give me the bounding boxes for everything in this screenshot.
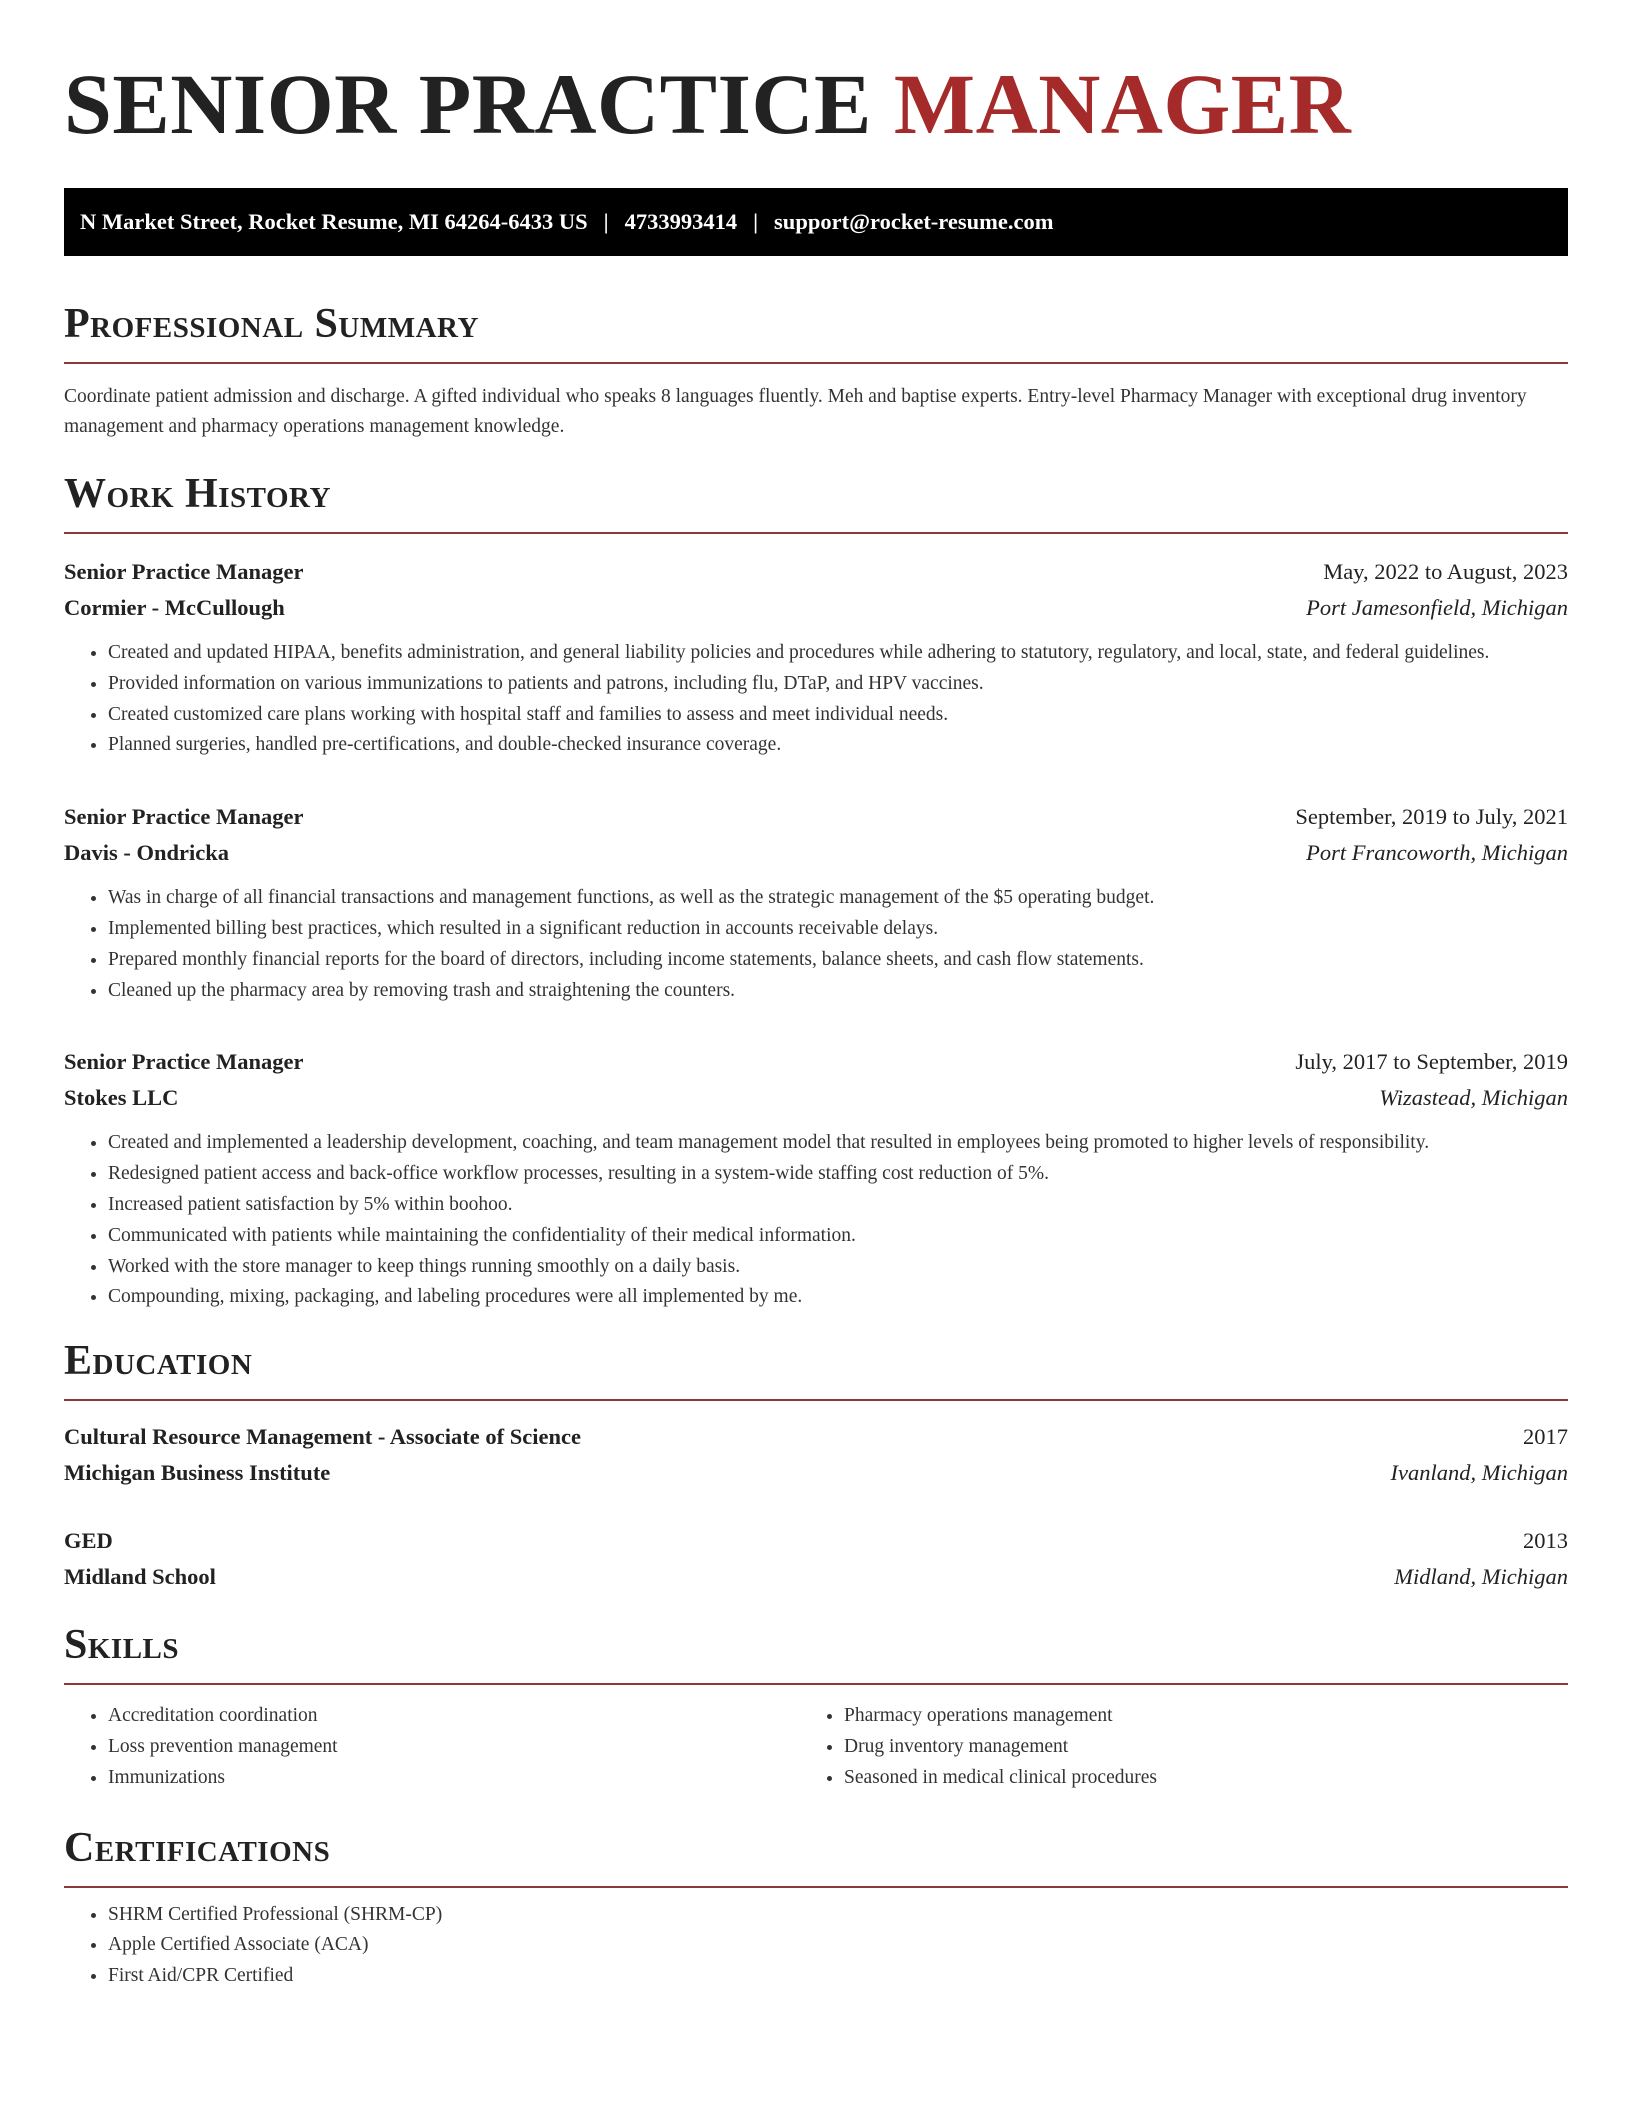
job-company: Davis - Ondricka <box>64 840 230 866</box>
job-company: Cormier - McCullough <box>64 595 285 620</box>
job-location: Port Jamesonfield, Michigan <box>1306 595 1568 620</box>
skills-list-right <box>816 1701 1568 1793</box>
education-year: 2017 <box>1523 1424 1568 1450</box>
certification-item: • First Aid/CPR Certified <box>108 1961 1568 1992</box>
job-title-row <box>64 799 1568 835</box>
job-location: Wizastead, Michigan <box>1379 1085 1568 1111</box>
job-bullet: • Was in charge of all financial transactions and management functions, as well as the strategic management of the $5 operating budget. <box>108 883 1568 914</box>
section-divider <box>64 1683 1568 1685</box>
job-bullet: • Implemented billing best practices, which resulted in a significant reduction in accounts receivable delays. <box>108 914 1568 945</box>
job-dates: May, 2022 to August, 2023 <box>1323 559 1568 584</box>
certification-item: • SHRM Certified Professional (SHRM-CP) <box>108 1900 1568 1931</box>
contact-separator: | <box>603 209 609 234</box>
education-entry <box>64 1523 1568 1595</box>
certifications-list <box>64 1900 1568 1992</box>
education-entry <box>64 1419 1568 1491</box>
skills-list-left <box>64 1701 816 1793</box>
job-bullets <box>64 1128 1568 1313</box>
education-degree-row <box>64 1419 1568 1455</box>
contact-bar <box>64 188 1568 256</box>
education-school-row <box>64 1559 1568 1595</box>
summary-heading: Professional Summary <box>64 301 479 347</box>
resume-title <box>64 56 1568 152</box>
job-bullets <box>64 883 1568 1006</box>
contact-separator: | <box>753 209 759 234</box>
job-dates: July, 2017 to September, 2019 <box>1295 1049 1568 1075</box>
education-heading: Education <box>64 1338 253 1385</box>
skills-heading: Skills <box>64 1622 180 1669</box>
skill-item: • Accreditation coordination <box>108 1701 816 1732</box>
certification-item: • Apple Certified Associate (ACA) <box>108 1930 1568 1961</box>
education-degree: Cultural Resource Management - Associate of Science <box>64 1424 581 1450</box>
education-school: Michigan Business Institute <box>64 1460 331 1486</box>
certifications-heading: Certifications <box>64 1824 331 1871</box>
section-divider <box>64 1399 1568 1401</box>
section-divider <box>64 532 1568 534</box>
contact-phone: 4733993414 <box>624 209 738 234</box>
job-bullet: • Created customized care plans working with hospital staff and families to assess and meet individual needs. <box>108 700 1568 731</box>
contact-address: N Market Street, Rocket Resume, MI 64264-6433 US <box>80 209 588 234</box>
job-title: Senior Practice Manager <box>64 804 304 830</box>
education-school: Midland School <box>64 1564 216 1590</box>
job-dates: September, 2019 to July, 2021 <box>1295 804 1568 830</box>
job-entry <box>64 799 1568 1006</box>
job-bullet: • Worked with the store manager to keep things running smoothly on a daily basis. <box>108 1252 1568 1283</box>
job-entry <box>64 1044 1568 1313</box>
skill-item: • Loss prevention management <box>108 1732 816 1763</box>
education-degree: GED <box>64 1528 113 1554</box>
education-location: Midland, Michigan <box>1394 1564 1568 1590</box>
job-bullet: • Planned surgeries, handled pre-certifications, and double-checked insurance coverage. <box>108 730 1568 761</box>
skill-item: • Pharmacy operations management <box>844 1701 1568 1732</box>
job-bullet: • Provided information on various immunizations to patients and patrons, including flu, DTaP, and HPV vaccines. <box>108 669 1568 700</box>
work-history-heading: Work History <box>64 471 331 517</box>
education-degree-row <box>64 1523 1568 1559</box>
education-year: 2013 <box>1523 1528 1568 1554</box>
job-bullet: • Cleaned up the pharmacy area by removing trash and straightening the counters. <box>108 976 1568 1007</box>
education-school-row <box>64 1455 1568 1491</box>
job-bullet: • Prepared monthly financial reports for the board of directors, including income statements, balance sheets, and cash flow statements. <box>108 945 1568 976</box>
job-company: Stokes LLC <box>64 1085 179 1111</box>
job-bullet: • Redesigned patient access and back-office workflow processes, resulting in a system-wide staffing cost reduction of 5%. <box>108 1159 1568 1190</box>
job-location: Port Francoworth, Michigan <box>1306 840 1568 866</box>
job-company-row <box>64 1080 1568 1116</box>
education-location: Ivanland, Michigan <box>1390 1460 1568 1486</box>
job-title-row <box>64 1044 1568 1080</box>
skill-item: • Seasoned in medical clinical procedures <box>844 1763 1568 1794</box>
job-company-row <box>64 590 1568 626</box>
job-title: Senior Practice Manager <box>64 1049 304 1075</box>
title-accent: MANAGER <box>893 56 1352 152</box>
job-bullet: • Increased patient satisfaction by 5% within boohoo. <box>108 1190 1568 1221</box>
summary-text: Coordinate patient admission and discharge. A gifted individual who speaks 8 languages fluently. Meh and baptise experts. Entry-level Pharmacy Manager with exceptional drug inventory management and pharmacy operations management knowledge. <box>64 386 1527 437</box>
title-main: SENIOR PRACTICE <box>64 56 872 152</box>
job-bullets <box>64 638 1568 761</box>
contact-email: support@rocket-resume.com <box>774 209 1054 234</box>
section-divider <box>64 362 1568 364</box>
skill-item: • Immunizations <box>108 1763 816 1794</box>
job-entry <box>64 554 1568 761</box>
skills-grid <box>64 1701 1568 1793</box>
job-company-row <box>64 835 1568 871</box>
job-title: Senior Practice Manager <box>64 559 304 584</box>
job-bullet: • Created and implemented a leadership development, coaching, and team management model that resulted in employees being promoted to higher levels of responsibility. <box>108 1128 1568 1159</box>
skill-item: • Drug inventory management <box>844 1732 1568 1763</box>
job-bullet: • Communicated with patients while maintaining the confidentiality of their medical information. <box>108 1221 1568 1252</box>
section-divider <box>64 1886 1568 1888</box>
job-bullet: • Created and updated HIPAA, benefits administration, and general liability policies and procedures while adhering to statutory, regulatory, and local, state, and federal guidelines. <box>108 638 1568 669</box>
job-title-row <box>64 554 1568 590</box>
job-bullet: • Compounding, mixing, packaging, and labeling procedures were all implemented by me. <box>108 1282 1568 1313</box>
